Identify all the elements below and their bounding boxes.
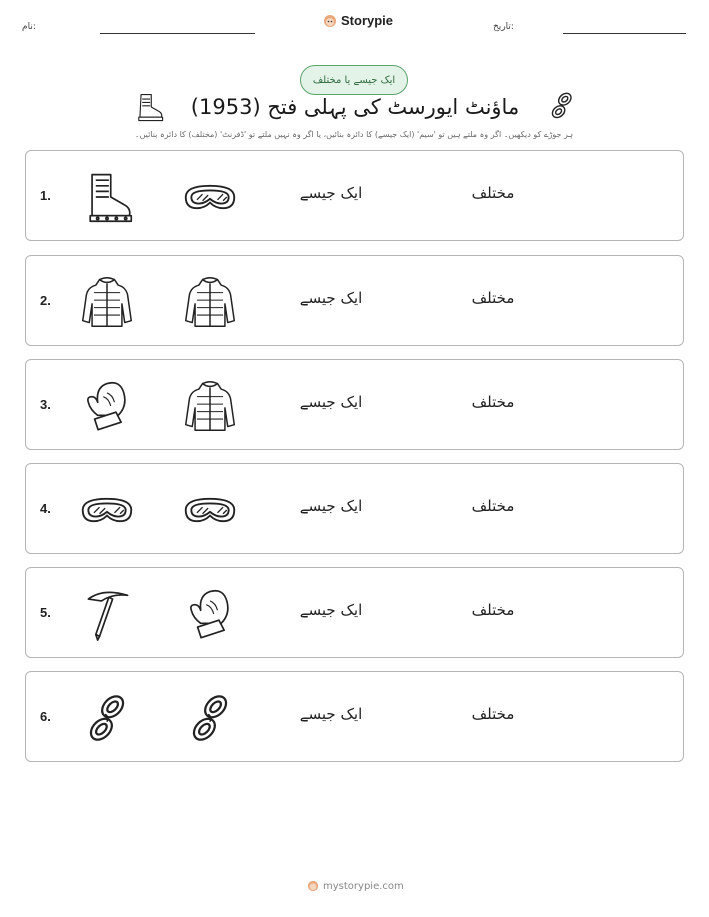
jacket-icon [181, 274, 239, 330]
question-number: 1. [40, 188, 51, 203]
date-line[interactable] [563, 33, 686, 34]
brand-logo [323, 13, 393, 28]
jacket-icon [78, 274, 136, 330]
question-number: 4. [40, 501, 51, 516]
jacket-icon [181, 378, 239, 434]
question-row [25, 359, 684, 450]
question-row [25, 671, 684, 762]
brand-name: Storypie [341, 13, 394, 28]
question-row [25, 567, 684, 658]
rope-icon [181, 690, 239, 746]
footer [307, 880, 404, 892]
storypie-mascot-icon [323, 14, 337, 28]
rope-icon [78, 690, 136, 746]
name-label: نام: [22, 22, 36, 32]
option-different[interactable]: مختلف [471, 705, 515, 723]
boot-icon [78, 169, 136, 225]
question-number: 6. [40, 709, 51, 724]
mitten-icon [78, 378, 136, 434]
name-line[interactable] [100, 33, 255, 34]
option-same[interactable]: ایک جیسے [299, 601, 363, 619]
option-different[interactable]: مختلف [471, 497, 515, 515]
option-different[interactable]: مختلف [471, 393, 515, 411]
question-number: 3. [40, 397, 51, 412]
ice-axe-icon [78, 586, 136, 642]
option-different[interactable]: مختلف [471, 184, 515, 202]
question-number: 2. [40, 293, 51, 308]
worksheet-type-badge: ایک جیسے یا مختلف [300, 65, 408, 95]
question-number: 5. [40, 605, 51, 620]
footer-url[interactable]: mystorypie.com [323, 880, 404, 892]
goggles-icon [181, 169, 239, 225]
mitten-icon [181, 586, 239, 642]
option-same[interactable]: ایک جیسے [299, 393, 363, 411]
question-row [25, 150, 684, 241]
option-same[interactable]: ایک جیسے [299, 289, 363, 307]
boot-icon [132, 90, 166, 124]
option-same[interactable]: ایک جیسے [299, 497, 363, 515]
instructions: ہر جوڑے کو دیکھیں۔ اگر وہ ملتے ہیں تو 'سیم' (ایک جیسے) کا دائرہ بنائیں، یا اگر وہ نہیں ملتے تو 'ڈفرنٹ' (مختلف) کا دائرہ بنائیں۔ [134, 130, 574, 139]
storypie-mascot-icon [307, 880, 319, 892]
goggles-icon [181, 482, 239, 538]
question-row [25, 255, 684, 346]
option-same[interactable]: ایک جیسے [299, 705, 363, 723]
question-row [25, 463, 684, 554]
option-different[interactable]: مختلف [471, 601, 515, 619]
rope-icon [545, 89, 579, 123]
option-same[interactable]: ایک جیسے [299, 184, 363, 202]
date-label: تاریخ: [493, 22, 514, 32]
option-different[interactable]: مختلف [471, 289, 515, 307]
goggles-icon [78, 482, 136, 538]
page-title: ماؤنٹ ایورسٹ کی پہلی فتح (1953) [190, 95, 520, 119]
